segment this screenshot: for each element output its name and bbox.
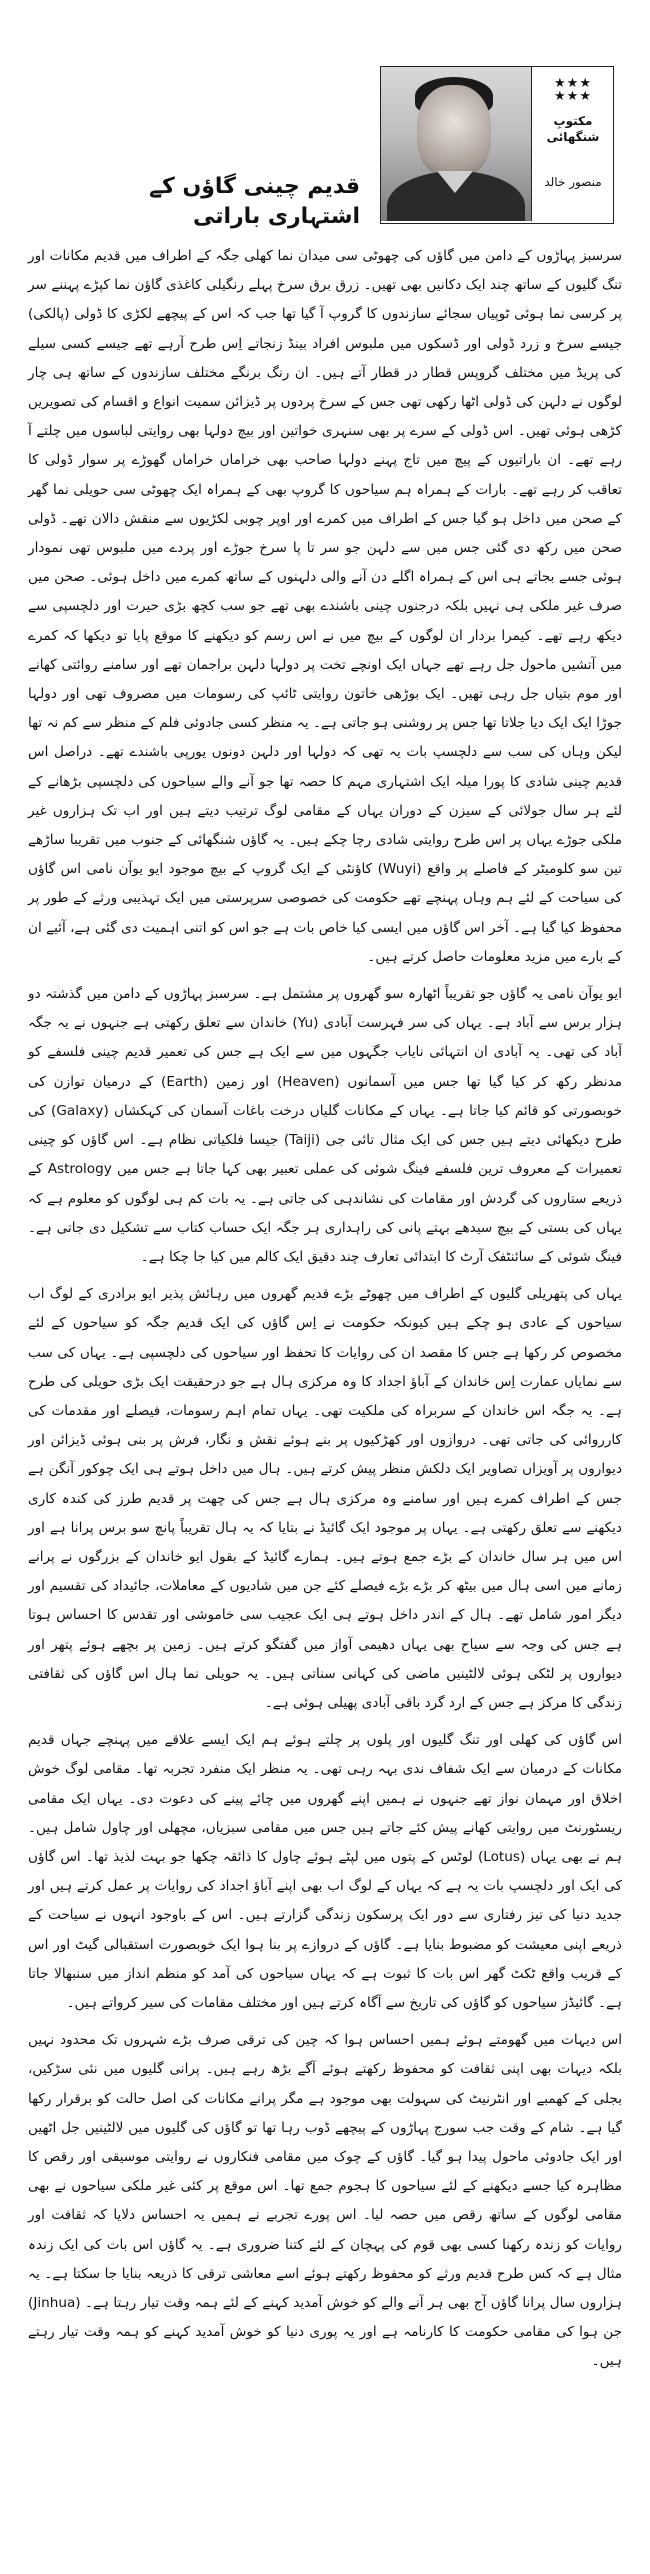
column-name: مکتوبِ شنگھائی <box>546 114 600 144</box>
article-body <box>28 242 622 2377</box>
article-paragraph: ایو یوآن نامی یہ گاؤں جو تقریباً اٹھارہ سو گھروں پر مشتمل ہے۔ سرسبز پہاڑوں کے دامن میں گذشتہ دو ہزار برس سے آباد ہے۔ یہاں کی سر فہرست آبادی (Yu) خاندان سے تعلق رکھتی ہے جنہوں نے یہ جگہ آباد کی تھی۔ یہ آبادی ان انتہائی نایاب جگہوں میں سے ایک ہے جس کی تعمیر قدیم چینی فلسفے کو مدنظر رکھ کر کیا گیا تھا جس میں آسمانوں (Heaven) اور زمین (Earth) کے درمیان توازن کی خوبصورتی کو قائم کیا جاتا ہے۔ یہاں کے مکانات گلیاں درخت باغات آسمان کی کہکشاں (Galaxy) کی طرح دیکھائی دیتے ہیں جس کی ایک مثال تائی جی (Taiji) جیسا فلکیاتی نظام ہے۔ اس گاؤں کو چینی تعمیرات کے معروف ترین فلسفے فینگ شوئی کی عملی تعبیر بھی کہا جاتا ہے جس میں Astrology کے ذریعے ستاروں کی گردش اور مقامات کی نشاندہی کی جاتی ہے۔ یہ بات کم ہی لوگوں کو معلوم ہے کہ یہاں کی بستی کے بیچ سیدھے بہتے پانی کی راہداری ہر جگہ ایک حساب کتاب سے تشکیل دی جاتی ہے۔ فینگ شوئی کے سائنٹفک آرٹ کا ابتدائی تعارف چند دقیق ایک کالم میں کیا جا چکا ہے۔ <box>28 986 623 1265</box>
article-paragraph: سرسبز پہاڑوں کے دامن میں گاؤں کی چھوٹی سی میدان نما کھلی جگہ کے اطراف میں قدیم مکانات اور تنگ گلیوں کے ساتھ چند ایک دکانیں بھی تھیں۔ زرق برق سرخ پہلے رنگیلی کاغذی گاؤن نما کپڑے پہننے سر پر کرسی نما ہوئی ٹوپیاں سجائے سازندوں کا گروپ آ گیا تھا جب کہ اس کے پیچھے لکڑی کا ڈولی (پالکی) جیسے سرخ و زرد ڈولی اور ڈسکوں میں ملبوس افراد بینڈ زنجاتے اِس طرح آرہے تھے جیسے کسی سیلے کی پریڈ میں مختلف گروپس قطار در قطار آتے ہیں۔ ان رنگ برنگے مختلف سازندوں کے ساتھ ہی چار لوگوں نے دلہن کی ڈولی اٹھا رکھی تھی جس کے سرخ پردوں پر ڈیزائن سمیت انواع و اقسام کی تصویریں کڑھی ہوئی تھیں۔ اس ڈولی کے سرے پر بھی سنہری خواتین اور بیچ دولہا بھی روایتی لباسوں میں چلتے آ رہے تھے۔ ان باراتیوں کے پیچ میں تاج پہنے دولہا صاحب بھی خراماں خراماں گھوڑے پر سوار ڈولی کا تعاقب کر رہے تھے۔ بارات کے ہمراہ ہم سیاحوں کا گروپ بھی کے ہمراہ ایک چھوٹی سی حویلی نما گھر کے صحن میں داخل ہو گیا جس کے اطراف میں کمرے اور اوپر چوبی لکڑیوں سے منقش دالان تھے۔ ڈولی صحن میں رکھ دی گئی جس میں سے دلہن جو سر تا پا سرخ جوڑے اور پردے میں ملبوس تھی نمودار ہوئی جسے بجاتے ہی اس کے ہمراہ اگلے دن آنے والی دلہنوں کے ساتھ کمرے میں داخل ہوئی۔ صحن میں صرف غیر ملکی ہی نہیں بلکہ درجنوں چینی باشندے بھی تھے جو سب کچھ بڑی حیرت اور دلچسپی سے دیکھ رہے تھے۔ کیمرا بردار ان لوگوں کے بیچ میں نے اس رسم کو دیکھنے کا موقع پایا تو دیکھا کہ کمرے میں آتشیں ماحول جل رہے تھے جہاں ایک اونچے تخت پر دولہا دلہن براجمان تھے اور سامنے روائتی کھانے اور موم بتیاں جل رہی تھیں۔ ایک بوڑھی خاتون روایتی ٹائپ کی رسومات میں مصروف تھی اور دولہا جوڑا ایک ایک دیا جلاتا تھا جس پر روشنی ہو جاتی ہے۔ یہ منظر کسی جادوئی فلم کے منظر سے کم نہ تھا لیکن وہاں کی سب سے دلچسپ بات یہ تھی کہ دولہا اور دلہن دونوں یورپی باشندے تھے۔ دراصل اس قدیم چینی شادی کا پورا میلہ ایک اشتہاری مہم کا حصہ تھا جو آنے والے سیاحوں کی دلچسپی بڑھانے کے لئے ہر سال جولائی کے سیزن کے دوران یہاں کے مقامی لوگ ترتیب دیتے ہیں اور اب تک ہزاروں غیر ملکی جوڑے یہاں پر اس طرح روایتی شادی رچا چکے ہیں۔ یہ گاؤں شنگھائی کے جنوب میں تقریبا ساڑھے تین سو کلومیٹر کے فاصلے پر واقع (Wuyi) کاؤنٹی کے ایک گروپ کے بیچ موجود ایو یوآن نامی اس گاؤں کی سیاحت کے لئے ہم وہاں پہنچے تھے حکومت کی خصوصی سرپرستی میں ایک تہذیبی ورثے کے طور پر محفوظ کیا گیا ہے۔ آخر اس گاؤں میں ایسی کیا خاص بات ہے جو اس کو اتنی اہمیت دی گئی ہے، آئیے ان کے بارے میں مزید معلومات حاصل کرتے ہیں۔ <box>28 248 622 965</box>
article-headline: قدیم چینی گاؤں کے اشتہاری باراتی <box>149 174 360 229</box>
article-paragraph: یہاں کی پتھریلی گلیوں کے اطراف میں چھوٹے بڑے قدیم گھروں میں رہائش پذیر ایو برادری کے لوگ اب سیاحوں کے عادی ہو چکے ہیں کیونکہ حکومت نے اِس گاؤں کی ایک قدیم جگہ کو سیاحوں کے لئے مخصوص کر رکھا ہے جس کا مقصد ان کی روایات کا تحفظ اور سیاحوں کی دلچسپی ہے۔ یہاں کی سب سے نمایاں عمارت اِس خاندان کے آباؤ اجداد کا وہ مرکزی ہال ہے جو درحقیقت ایک بڑی حویلی کی طرح ہے۔ یہ جگہ اس خاندان کے سربراہ کی ملکیت تھی۔ یہاں تمام اہم رسومات، فیصلے اور مقدمات کی کارروائی کی جاتی تھی۔ دروازوں اور کھڑکیوں پر بنے ہوئے نقش و نگار، فرش پر بنی ہوئی ڈیزائن اور دیواروں پر آویزاں تصاویر ایک دلکش منظر پیش کرتے ہیں۔ ہال میں داخل ہوتے ہی ایک چوکور آنگن ہے جس کے اطراف کمرے ہیں اور سامنے وہ مرکزی ہال ہے جس کی چھت پر قدیم طرز کی کندہ کاری دیکھنے سے تعلق رکھتی ہے۔ یہاں پر موجود ایک گائیڈ نے بتایا کہ یہ ہال تقریباً پانچ سو برس پرانا ہے اور اس میں ہر سال خاندان کے بڑے جمع ہوتے ہیں۔ ہمارے گائیڈ کے بقول ایو خاندان کے بزرگوں نے پرانے زمانے میں اسی ہال میں بیٹھ کر بڑے بڑے فیصلے کئے جن میں شادیوں کے معاملات، جائیداد کی تقسیم اور دیگر امور شامل تھے۔ ہال کے اندر داخل ہوتے ہی ایک عجیب سی خاموشی اور تقدس کا احساس ہوتا ہے جس کی وجہ سے سیاح بھی یہاں دھیمی آواز میں گفتگو کرتے ہیں۔ زمین پر بچھے ہوئے پتھر اور دیواروں پر لٹکی ہوئی لالٹینیں ماضی کی کہانی سناتی ہیں۔ یہ حویلی نما ہال اس گاؤں کی ثقافتی زندگی کا مرکز ہے جس کے ارد گرد باقی آبادی پھیلی ہوئی ہے۔ <box>28 1286 622 1711</box>
article-paragraph: اس گاؤں کی کھلی اور تنگ گلیوں اور پلوں پر چلتے ہوئے ہم ایک ایسے علاقے میں پہنچے جہاں قدیم مکانات کے درمیان سے ایک شفاف ندی بہہ رہی تھی۔ یہ منظر ایک منفرد تجربہ تھا۔ مقامی لوگ خوش اخلاق اور مہمان نواز تھے جنہوں نے ہمیں اپنے گھروں میں چائے پینے کی دعوت دی۔ یہاں ایک مقامی ریسٹورنٹ میں روایتی کھانے پیش کئے جاتے ہیں جس میں مقامی سبزیاں، مچھلی اور چاول شامل ہیں۔ ہم نے بھی یہاں (Lotus) لوٹس کے پتوں میں لپٹے ہوئے چاول کا ذائقہ چکھا جو بہت لذیذ تھا۔ اس گاؤں کی ایک اور دلچسپ بات یہ ہے کہ یہاں کے لوگ اب بھی اپنے آباؤ اجداد کی روایات پر عمل کرتے ہیں اور جدید دنیا کی تیز رفتاری سے دور ایک پرسکون زندگی گزارتے ہیں۔ اس کے باوجود انہوں نے سیاحت کے ذریعے اپنی معیشت کو مضبوط بنایا ہے۔ گاؤں کے دروازے پر بنا ہوا ایک خوبصورت استقبالی گیٹ اور اس کے قریب واقع ٹکٹ گھر اس بات کا ثبوت ہے کہ یہاں سیاحوں کی آمد کو منظم انداز میں سنبھالا جاتا ہے۔ گائیڈز سیاحوں کو گاؤں کی تاریخ سے آگاہ کرتے ہیں اور مختلف مقامات کی سیر کرواتے ہیں۔ <box>28 1732 622 2011</box>
author-photo <box>381 67 532 221</box>
column-brand <box>533 67 613 221</box>
article-paragraph: اس دیہات میں گھومتے ہوئے ہمیں احساس ہوا کہ چین کی ترقی صرف بڑے شہروں تک محدود نہیں بلکہ دیہات بھی اپنی ثقافت کو محفوظ رکھتے ہوئے آگے بڑھ رہے ہیں۔ پرانی گلیوں میں نئی سڑکیں، بجلی کے کھمبے اور انٹرنیٹ کی سہولت بھی موجود ہے مگر پرانے مکانات کی اصل حالت کو برقرار رکھا گیا ہے۔ شام کے وقت جب سورج پہاڑوں کے پیچھے ڈوب رہا تھا تو گاؤں کی گلیوں میں لالٹینیں جل اٹھیں اور ایک جادوئی ماحول پیدا ہو گیا۔ گاؤں کے چوک میں مقامی فنکاروں نے روایتی موسیقی اور رقص کا مظاہرہ کیا جسے دیکھنے کے لئے سیاحوں کا ہجوم جمع تھا۔ اس موقع پر کئی غیر ملکی سیاحوں نے بھی مقامی لوگوں کے ساتھ رقص میں حصہ لیا۔ اس پورے تجربے نے ہمیں یہ احساس دلایا کہ ثقافت اور روایات کو زندہ رکھنا کسی بھی قوم کی پہچان کے لئے کتنا ضروری ہے۔ یہ گاؤں اس بات کی ایک زندہ مثال ہے کہ کس طرح قدیم ورثے کو محفوظ رکھتے ہوئے اسے معاشی ترقی کا ذریعہ بنایا جا سکتا ہے۔ یہ ہزاروں سال پرانا گاؤں آج بھی ہر آنے والے کو خوش آمدید کہنے کے لئے ہمہ وقت تیار رہتا ہے۔ (Jinhua) جن ہوا کی مقامی حکومت کا کارنامہ ہے اور یہ پوری دنیا کو خوش آمدید کہنے کو ہمہ وقت تیار رہتے ہیں۔ <box>28 2032 622 2370</box>
column-header <box>380 66 614 224</box>
author-name: منصور خالد <box>544 175 602 189</box>
author-photo-face <box>417 85 491 177</box>
stars-icon: ★★★ ★★★ <box>554 76 592 104</box>
